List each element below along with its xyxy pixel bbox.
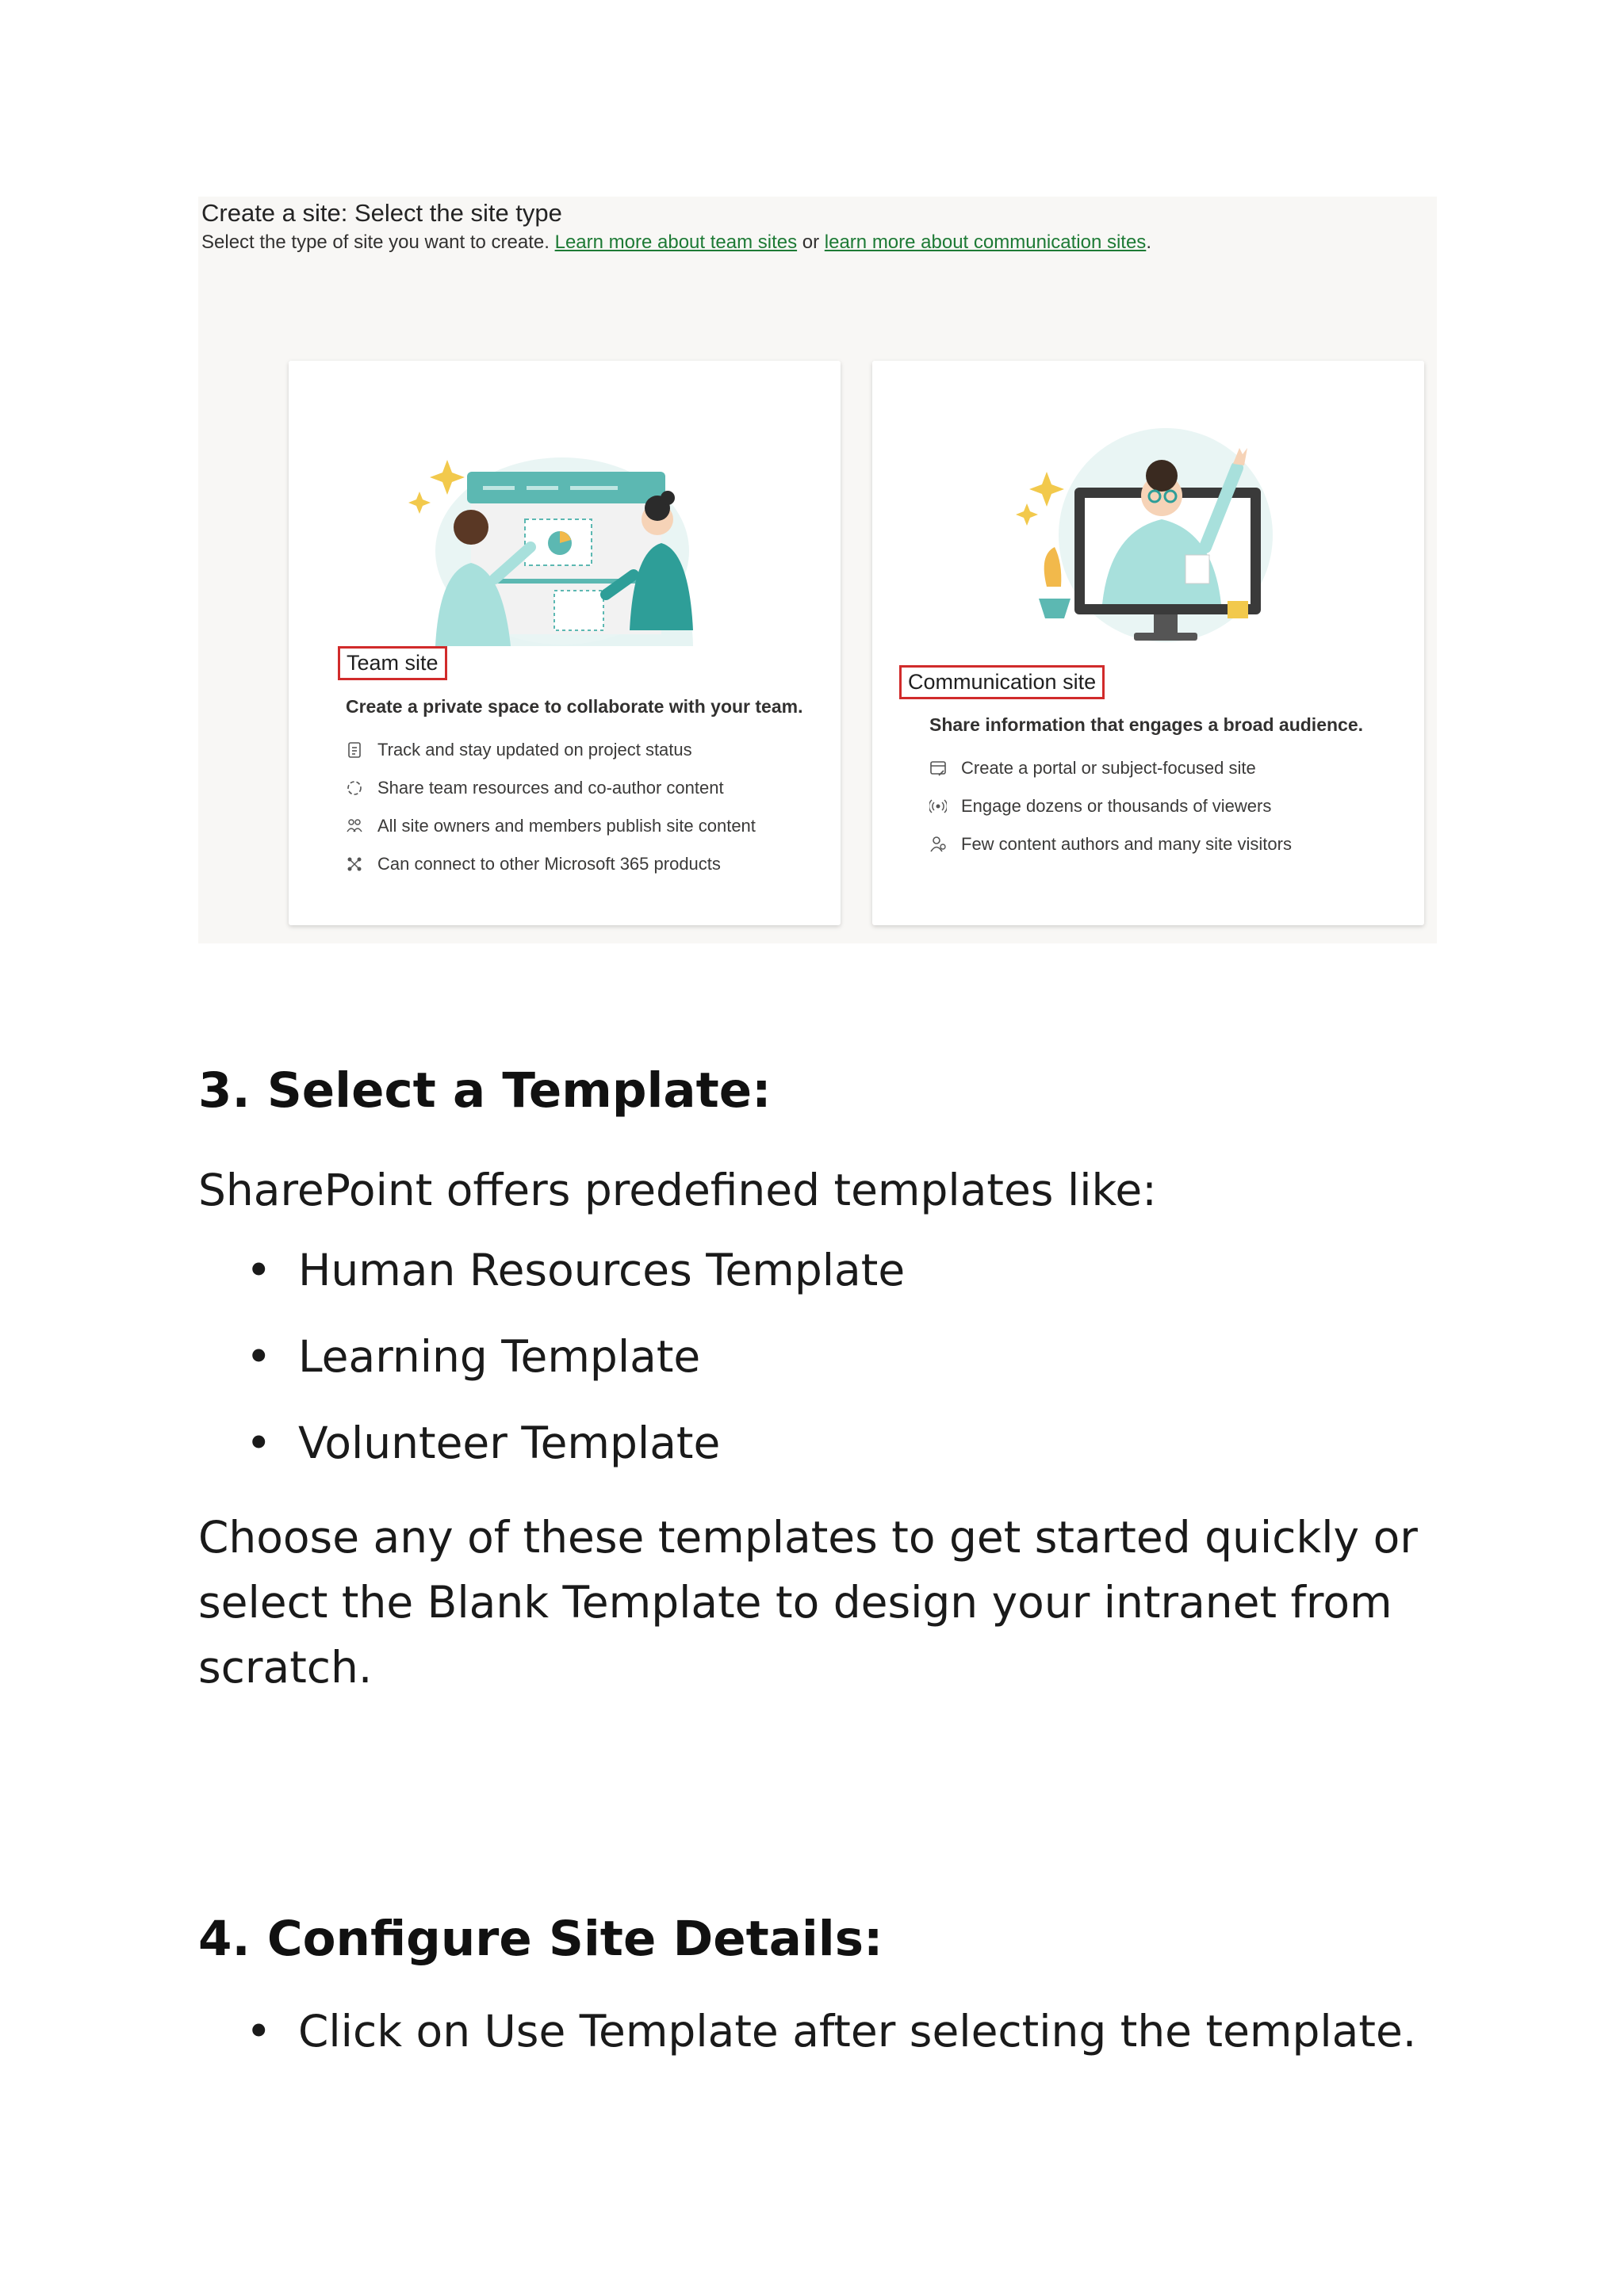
broadcast-icon [929,798,947,815]
feature-text: Can connect to other Microsoft 365 products [377,854,721,874]
connect-icon [346,855,363,873]
communication-site-card[interactable] [872,361,1424,925]
bullet-dot: • [246,1331,272,1382]
team-feature-4 [346,854,721,874]
link-communication-sites[interactable]: learn more about communication sites [824,232,1147,253]
section-3-intro: SharePoint offers predefined templates like: [198,1165,1157,1215]
team-illustration-icon [392,432,733,646]
communication-site-description: Share information that engages a broad audience. [929,714,1364,735]
section-4-heading: 4. Configure Site Details: [198,1911,883,1967]
link-team-sites[interactable]: Learn more about team sites [554,232,798,253]
subtitle-period: . [1146,232,1151,253]
sync-icon [346,779,363,797]
team-site-title: Team site [338,646,447,680]
checklist-icon [346,741,363,759]
shot-title: Create a site: Select the site type [201,199,562,227]
section-3-outro: Choose any of these templates to get started quickly or select the Blank Template to design your intranet from scratch. [198,1512,1418,1693]
section-3-heading: 3. Select a Template: [198,1062,772,1119]
list-item-text: Learning Template [298,1331,701,1382]
bullet-dot: • [246,1245,272,1295]
comm-feature-3 [929,834,1292,855]
communication-site-title: Communication site [899,665,1105,699]
comm-feature-1 [929,758,1256,779]
site-type-screenshot [198,197,1437,943]
shot-subtitle [201,232,1151,254]
team-site-card[interactable] [289,361,841,925]
feature-text: Few content authors and many site visitors [961,834,1292,854]
feature-text: Track and stay updated on project status [377,740,692,760]
team-feature-2 [346,778,724,798]
comm-feature-2 [929,796,1271,817]
person-group-icon [929,836,947,853]
list-item-text: Human Resources Template [298,1245,906,1295]
feature-text: Create a portal or subject-focused site [961,758,1256,778]
feature-text: Share team resources and co-author content [377,778,724,798]
bullet-dot: • [246,1418,272,1468]
bullet-dot: • [246,2006,272,2057]
people-icon [346,817,363,835]
list-item-text: Volunteer Template [298,1418,721,1468]
feature-text: All site owners and members publish site content [377,816,756,836]
subtitle-prefix: Select the type of site you want to create. [201,232,550,253]
list-item-text: Click on Use Template after selecting the template. [298,2006,1417,2057]
subtitle-or: or [802,232,820,253]
team-feature-1 [346,740,692,760]
communication-illustration-icon [1015,428,1285,658]
portal-icon [929,760,947,777]
feature-text: Engage dozens or thousands of viewers [961,796,1272,816]
team-feature-3 [346,816,756,836]
team-site-description: Create a private space to collaborate with your team. [346,696,803,717]
